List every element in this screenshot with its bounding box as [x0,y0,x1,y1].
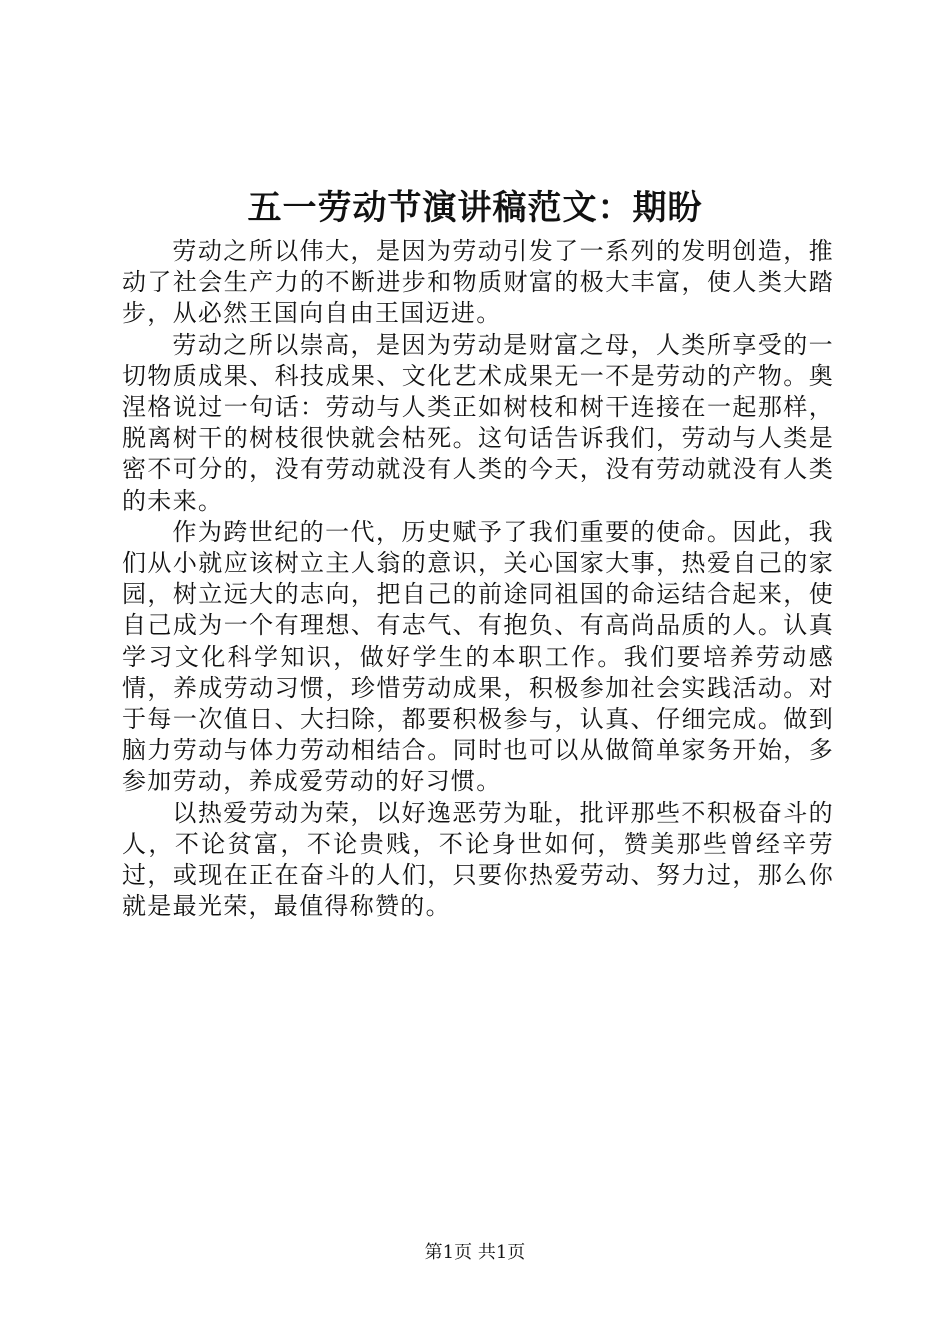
document-body [122,236,834,922]
paragraph-1: 劳动之所以伟大，是因为劳动引发了一系列的发明创造，推动了社会生产力的不断进步和物质财富的极大丰富，使人类大踏步，从必然王国向自由王国迈进。 [122,237,834,328]
paragraph-4: 以热爱劳动为荣，以好逸恶劳为耻，批评那些不积极奋斗的人，不论贫富，不论贵贱，不论身世如何，赞美那些曾经辛劳过，或现在正在奋斗的人们，只要你热爱劳动、努力过，那么你就是最光荣，最值得称赞的。 [122,798,834,921]
page-number-footer: 第1页 共1页 [424,1242,526,1263]
paragraph-3: 作为跨世纪的一代，历史赋予了我们重要的使命。因此，我们从小就应该树立主人翁的意识，关心国家大事，热爱自己的家园，树立远大的志向，把自己的前途同祖国的命运结合起来，使自己成为一个有理想、有志气、有抱负、有高尚品质的人。认真学习文化科学知识，做好学生的本职工作。我们要培养劳动感情，养成劳动习惯，珍惜劳动成果，积极参加社会实践活动。对于每一次值日、大扫除，都要积极参与，认真、仔细完成。做到脑力劳动与体力劳动相结合。同时也可以从做简单家务开始，多参加劳动，养成爱劳动的好习惯。 [122,517,834,796]
paragraph-2: 劳动之所以崇高，是因为劳动是财富之母，人类所享受的一切物质成果、科技成果、文化艺术成果无一不是劳动的产物。奥涅格说过一句话：劳动与人类正如树枝和树干连接在一起那样，脱离树干的树枝很快就会枯死。这句话告诉我们，劳动与人类是密不可分的，没有劳动就没有人类的今天，没有劳动就没有人类的未来。 [122,330,834,515]
document-title: 五一劳动节演讲稿范文：期盼 [247,188,703,228]
